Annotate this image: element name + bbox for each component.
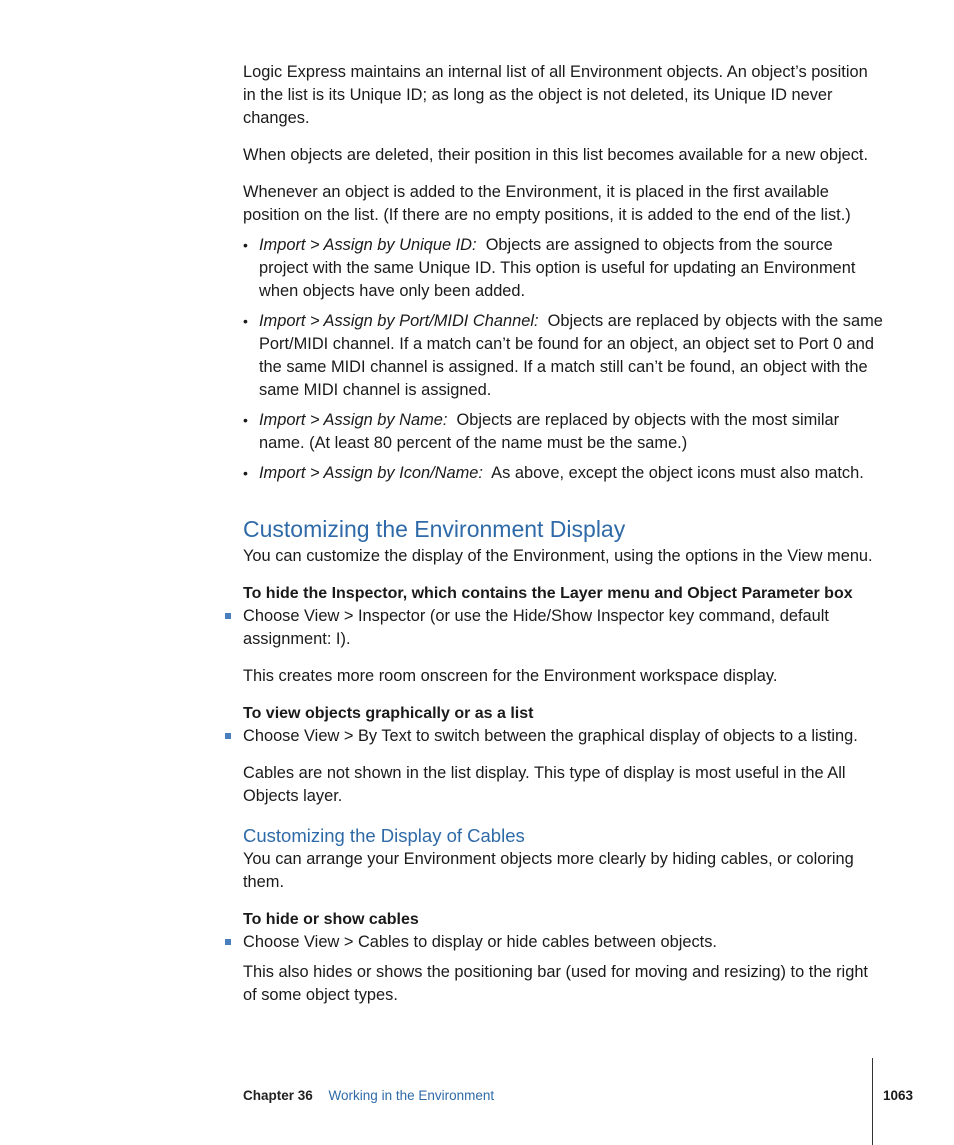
list-item <box>243 234 883 303</box>
page-number: 1063 <box>883 1088 914 1103</box>
step-square-icon <box>225 939 231 945</box>
list-item-text: Objects are replaced by objects with the most similar name. (At least 80 percent of the name must be the same.) <box>259 411 840 452</box>
intro-paragraph-3: Whenever an object is added to the Environment, it is placed in the first available position on the list. (If there are no empty positions, it is added to the end of the list.) <box>243 183 851 224</box>
list-item <box>243 409 883 455</box>
page-content <box>243 61 883 1007</box>
section-heading: Customizing the Environment Display <box>243 516 626 542</box>
list-item-term: Import > Assign by Port/MIDI Channel: <box>259 312 539 330</box>
task-title: To hide the Inspector, which contains the Layer menu and Object Parameter box <box>243 585 853 602</box>
intro-paragraph-2: When objects are deleted, their position in this list becomes available for a new object. <box>243 146 869 164</box>
list-item-term: Import > Assign by Unique ID: <box>259 236 477 254</box>
step-square-icon <box>225 613 231 619</box>
footer-chapter-title: Working in the Environment <box>328 1088 495 1103</box>
task-title: To hide or show cables <box>243 911 419 928</box>
task-step <box>243 931 883 954</box>
task-step <box>243 725 883 748</box>
step-text: Choose View > Inspector (or use the Hide/Show Inspector key command, default assignment: I). <box>243 607 829 648</box>
bullet-dot-icon: • <box>243 237 248 253</box>
list-item <box>243 310 883 402</box>
task-note: This also hides or shows the positioning bar (used for moving and resizing) to the right of some object types. <box>243 963 868 1004</box>
page-footer <box>243 1087 494 1105</box>
bullet-dot-icon: • <box>243 313 248 329</box>
bullet-dot-icon: • <box>243 465 248 481</box>
list-item-term: Import > Assign by Icon/Name: <box>259 464 483 482</box>
list-item-text: Objects are assigned to objects from the source project with the same Unique ID. This option is useful for updating an Environment when objects have only been added. <box>259 236 856 300</box>
bullet-dot-icon: • <box>243 412 248 428</box>
list-item-text: Objects are replaced by objects with the same Port/MIDI channel. If a match can’t be found for an object, an object set to Port 0 and the same MIDI channel is assigned. If a match still can’t be found, an object with the same MIDI channel is assigned. <box>259 312 883 399</box>
task-note: This creates more room onscreen for the Environment workspace display. <box>243 667 778 685</box>
footer-divider <box>872 1058 873 1145</box>
list-item-text: As above, except the object icons must also match. <box>491 464 864 482</box>
task-step <box>243 605 883 651</box>
task-title: To view objects graphically or as a list <box>243 705 534 722</box>
step-text: Choose View > Cables to display or hide cables between objects. <box>243 933 717 951</box>
import-options-list <box>243 234 883 485</box>
list-item-term: Import > Assign by Name: <box>259 411 448 429</box>
step-square-icon <box>225 733 231 739</box>
step-text: Choose View > By Text to switch between the graphical display of objects to a listing. <box>243 727 858 745</box>
task-note: Cables are not shown in the list display. This type of display is most useful in the All Objects layer. <box>243 764 846 805</box>
footer-chapter: Chapter 36 <box>243 1088 313 1103</box>
list-item <box>243 462 883 485</box>
section-intro: You can customize the display of the Environment, using the options in the View menu. <box>243 547 873 565</box>
subsection-heading: Customizing the Display of Cables <box>243 825 525 846</box>
intro-paragraph-1: Logic Express maintains an internal list of all Environment objects. An object’s position in the list is its Unique ID; as long as the object is not deleted, its Unique ID never changes. <box>243 63 868 127</box>
subsection-intro: You can arrange your Environment objects more clearly by hiding cables, or coloring them. <box>243 850 854 891</box>
